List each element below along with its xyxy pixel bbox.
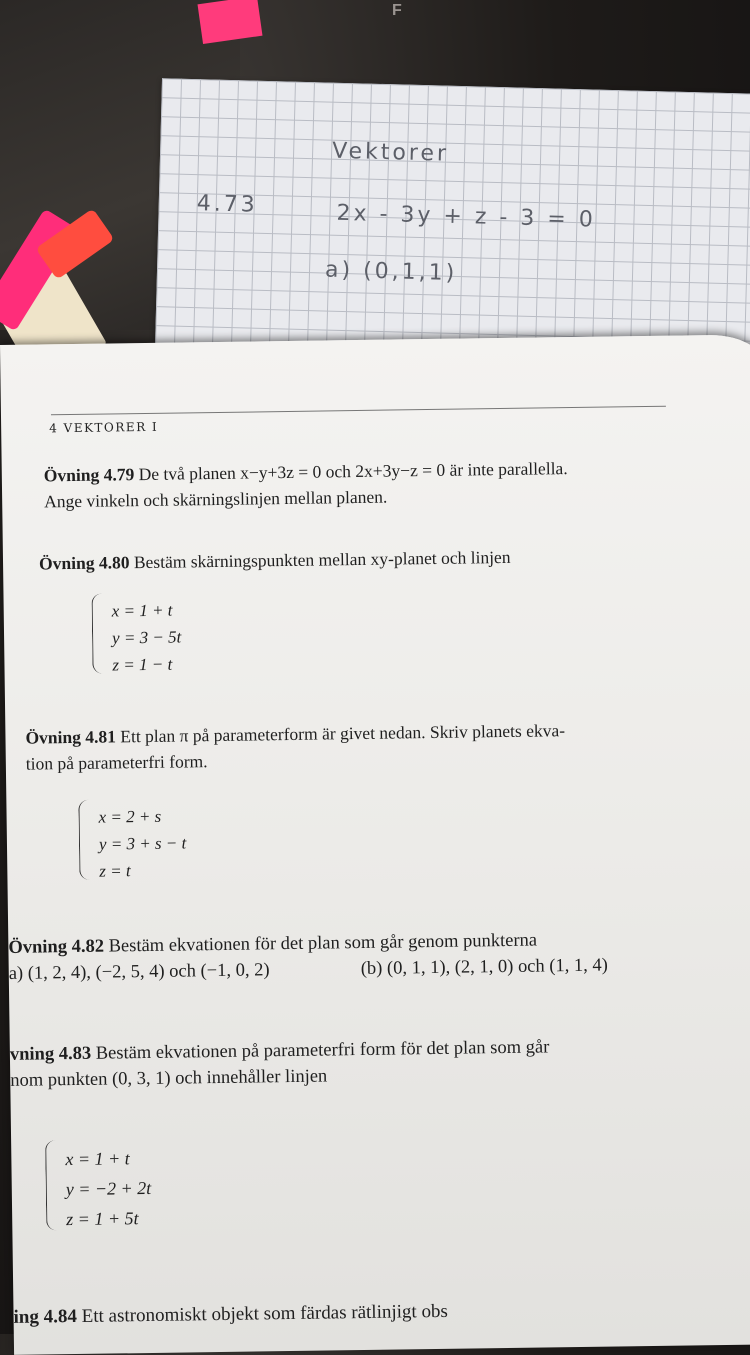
exercise-label: vning 4.83 bbox=[9, 1043, 92, 1065]
notebook-part-a: a) (0,1,1) bbox=[324, 257, 458, 286]
exercise-4-81 bbox=[25, 717, 565, 777]
notebook-title: Vektorer bbox=[331, 138, 450, 167]
equation-line: y = −2 + 2t bbox=[65, 1177, 152, 1200]
exercise-text-line2: tion på parameterfri form. bbox=[25, 751, 208, 774]
left-brace bbox=[91, 594, 103, 674]
exercise-4-79 bbox=[44, 455, 569, 514]
chapter-header: 4 VEKTORER I bbox=[49, 419, 159, 436]
equation-line: x = 2 + s bbox=[98, 806, 162, 827]
exercise-4-82 bbox=[8, 927, 608, 987]
equation-system-4-83 bbox=[45, 1143, 152, 1234]
exercise-label: ing 4.84 bbox=[13, 1306, 78, 1328]
exercise-4-83 bbox=[10, 1034, 550, 1094]
exercise-label: Övning 4.79 bbox=[43, 464, 135, 486]
left-brace bbox=[45, 1140, 57, 1230]
exercise-label: Övning 4.82 bbox=[8, 936, 105, 958]
exercise-text-line2: Ange vinkeln och skärningslinjen mellan planen. bbox=[44, 486, 388, 512]
equation-line: z = t bbox=[99, 861, 131, 881]
notebook-exercise-number: 4.73 bbox=[196, 191, 259, 218]
equation-line: y = 3 + s − t bbox=[98, 833, 187, 854]
pink-object bbox=[198, 0, 263, 44]
exercise-4-84 bbox=[13, 1299, 448, 1331]
corner-letter: F bbox=[392, 2, 402, 19]
equation-line: x = 1 + t bbox=[65, 1148, 130, 1170]
exercise-text-line1: Ett plan π på parameterform är givet nedan. Skriv planets ekva- bbox=[120, 720, 566, 747]
exercise-label: Övning 4.81 bbox=[25, 726, 117, 748]
exercise-text-line1: De två planen x−y+3z = 0 och 2x+3y−z = 0 är inte parallella. bbox=[138, 458, 568, 485]
exercise-text-line1: Ett astronomiskt objekt som färdas rätlinjigt obs bbox=[81, 1300, 449, 1327]
exercise-text-line1: Bestäm ekvationen på parameterfri form för det plan som går bbox=[95, 1037, 550, 1064]
notebook-equation: 2x - 3y + z - 3 = 0 bbox=[336, 200, 597, 233]
exercise-text-line2: nom punkten (0, 3, 1) och innehåller linjen bbox=[10, 1066, 328, 1091]
equation-line: x = 1 + t bbox=[111, 600, 173, 621]
textbook-page bbox=[0, 334, 750, 1355]
exercise-label: Övning 4.80 bbox=[38, 552, 130, 574]
exercise-part-a: a) (1, 2, 4), (−2, 5, 4) och (−1, 0, 2) bbox=[8, 960, 270, 984]
exercise-part-b: (b) (0, 1, 1), (2, 1, 0) och (1, 1, 4) bbox=[360, 955, 609, 980]
equation-line: y = 3 − 5t bbox=[111, 627, 182, 648]
equation-system-4-81 bbox=[78, 802, 186, 884]
equation-system-4-80 bbox=[92, 597, 182, 679]
exercise-text-line1: Bestäm skärningspunkten mellan xy-planet och linjen bbox=[133, 546, 511, 573]
equation-line: z = 1 + 5t bbox=[66, 1208, 139, 1230]
equation-line: z = 1 − t bbox=[112, 654, 173, 675]
exercise-text-line1: Bestäm ekvationen för det plan som går genom punkterna bbox=[108, 930, 538, 957]
exercise-4-80 bbox=[39, 544, 511, 577]
left-brace bbox=[78, 800, 90, 880]
header-rule bbox=[51, 406, 666, 416]
